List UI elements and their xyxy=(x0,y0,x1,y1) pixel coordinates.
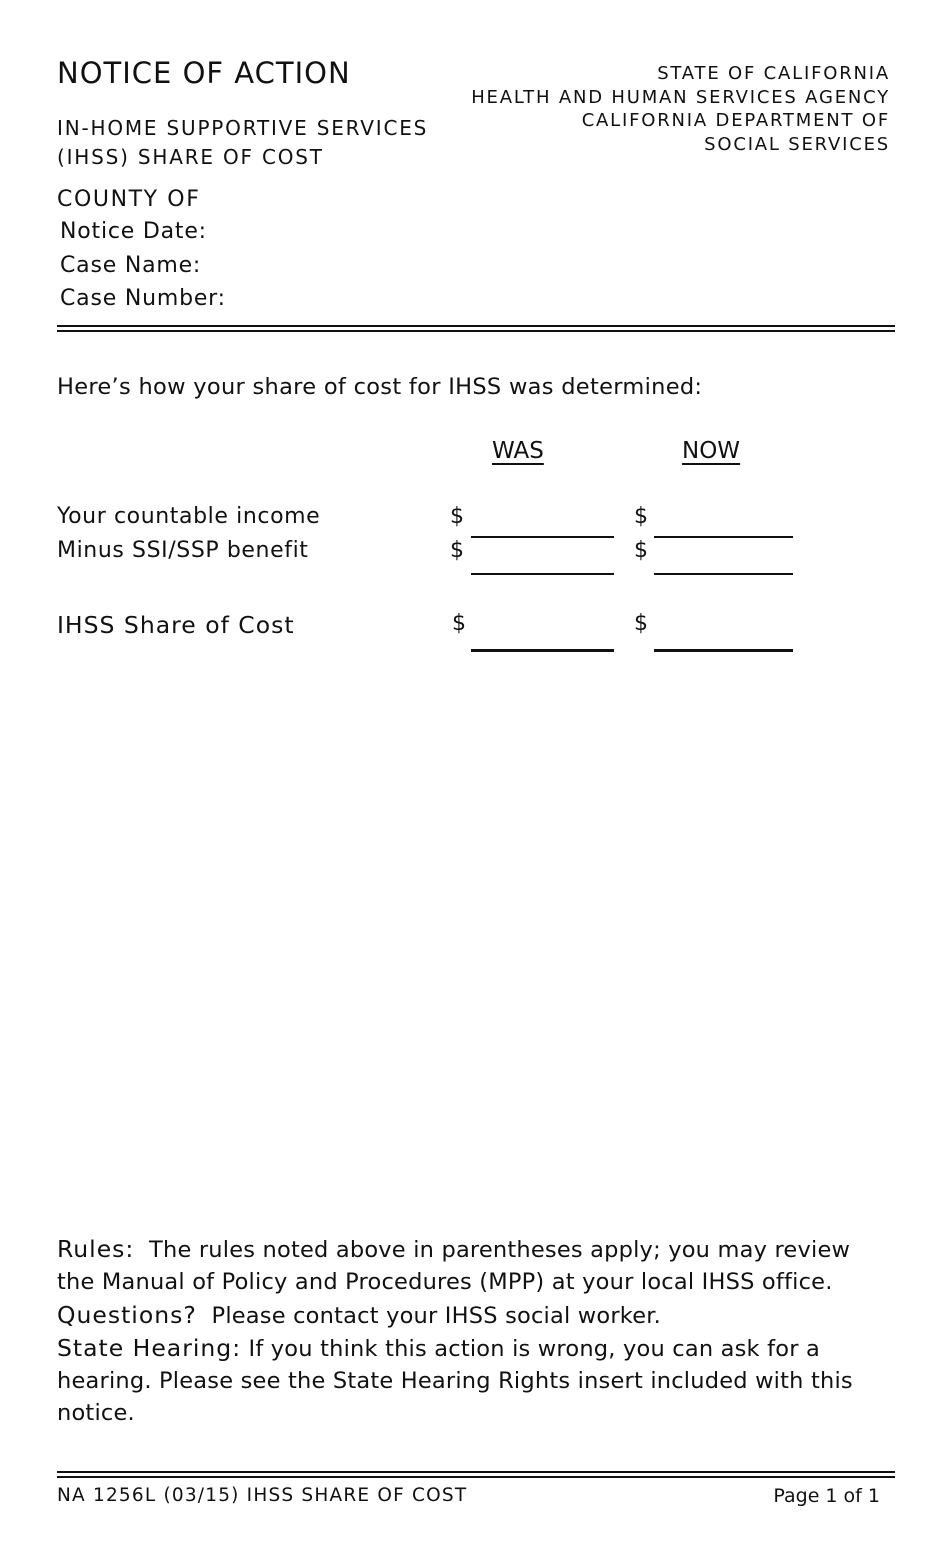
ssi-ssp-benefit-was-field[interactable] xyxy=(471,573,614,575)
countable-income-was-field[interactable] xyxy=(471,536,614,538)
column-now-heading: NOW xyxy=(682,438,741,464)
intro-text: Here’s how your share of cost for IHSS was determined: xyxy=(57,374,703,400)
program-line-2: (IHSS) SHARE OF COST xyxy=(57,145,324,169)
countable-income-now-field[interactable] xyxy=(654,536,793,538)
currency-symbol: $ xyxy=(634,611,648,636)
currency-symbol: $ xyxy=(450,538,464,563)
form-id: NA 1256L (03/15) IHSS SHARE OF COST xyxy=(57,1485,468,1506)
currency-symbol: $ xyxy=(450,504,464,529)
share-of-cost-was-field[interactable] xyxy=(471,649,614,652)
notice-footer-text xyxy=(57,1233,887,1430)
agency-line-state: STATE OF CALIFORNIA xyxy=(657,63,890,84)
notice-date-label: Notice Date: xyxy=(60,219,207,244)
header-divider-bottom xyxy=(57,330,895,332)
footer-divider-bottom xyxy=(57,1476,895,1478)
program-line-1: IN-HOME SUPPORTIVE SERVICES xyxy=(57,116,429,140)
header-divider-top xyxy=(57,325,895,327)
currency-symbol: $ xyxy=(452,611,466,636)
currency-symbol: $ xyxy=(634,504,648,529)
hearing-paragraph xyxy=(57,1332,887,1430)
agency-block xyxy=(471,62,890,156)
countable-income-label: Your countable income xyxy=(57,504,321,529)
ssi-ssp-benefit-label: Minus SSI/SSP benefit xyxy=(57,538,309,563)
agency-line-department: CALIFORNIA DEPARTMENT OF xyxy=(581,110,890,131)
rules-lead: Rules: xyxy=(57,1235,135,1263)
agency-line-hhs: HEALTH AND HUMAN SERVICES AGENCY xyxy=(471,86,890,108)
ssi-ssp-benefit-now-field[interactable] xyxy=(654,573,793,575)
program-name xyxy=(57,114,428,172)
currency-symbol: $ xyxy=(634,538,648,563)
share-of-cost-now-field[interactable] xyxy=(654,649,793,652)
questions-text: Please contact your IHSS social worker. xyxy=(211,1302,662,1329)
agency-line-social-services: SOCIAL SERVICES xyxy=(704,133,890,155)
hearing-lead: State Hearing: xyxy=(57,1333,242,1362)
column-was-heading: WAS xyxy=(492,438,544,464)
rules-text: The rules noted above in parentheses apply; you may review the Manual of Policy and Procedures (MPP) at your local IHSS office. xyxy=(57,1237,851,1296)
notice-title: NOTICE OF ACTION xyxy=(57,56,351,90)
hearing-text: If you think this action is wrong, you can ask for a hearing. Please see the State Hearing Rights insert included with this notice. xyxy=(57,1335,853,1427)
case-name-label: Case Name: xyxy=(60,253,202,278)
questions-paragraph xyxy=(57,1299,887,1332)
county-label: COUNTY OF xyxy=(57,187,201,212)
rules-paragraph xyxy=(57,1233,887,1299)
case-number-label: Case Number: xyxy=(60,286,226,311)
page-number: Page 1 of 1 xyxy=(773,1485,880,1507)
share-of-cost-label: IHSS Share of Cost xyxy=(57,611,295,639)
footer-divider-top xyxy=(57,1471,895,1473)
questions-lead: Questions? xyxy=(57,1300,197,1329)
